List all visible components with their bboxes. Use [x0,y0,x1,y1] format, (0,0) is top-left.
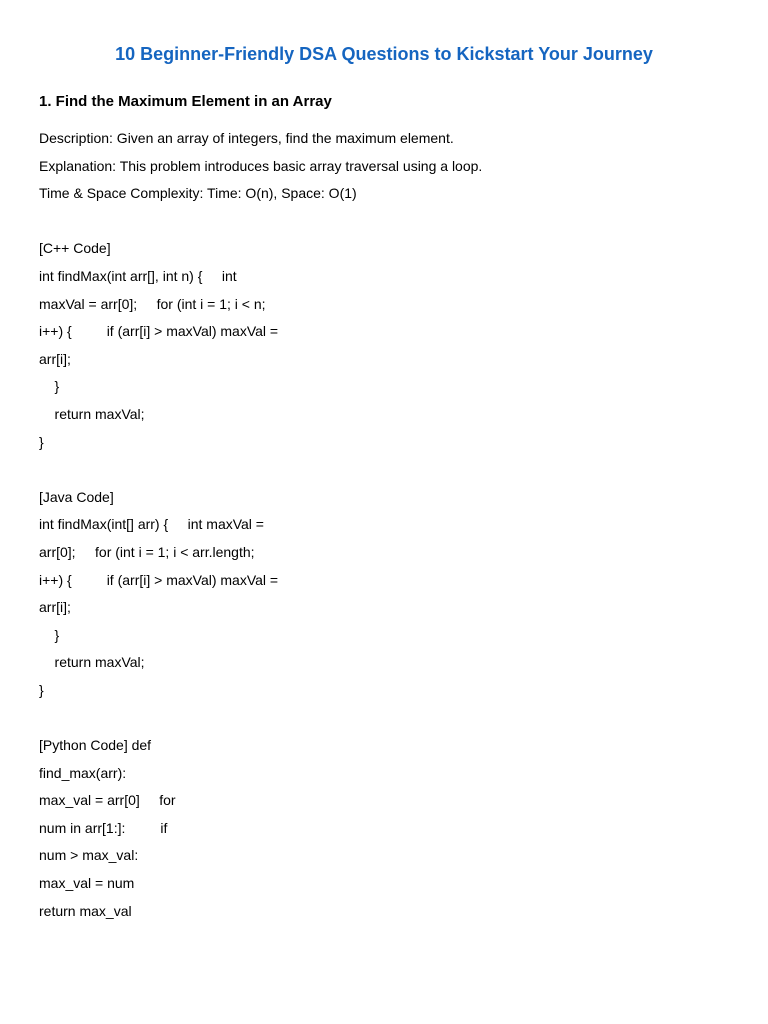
description-line: Description: Given an array of integers, find the maximum element. [39,130,454,146]
cpp-code-label: [C++ Code] [39,240,111,257]
blank-line [39,456,739,484]
python-code-line: max_val = arr[0] for [39,792,176,809]
cpp-code-line: } [39,378,60,395]
python-code-line: find_max(arr): [39,764,127,781]
python-code-line: num in arr[1:]: if [39,819,168,836]
java-code-line: } [39,626,60,643]
java-code-line: } [39,681,44,698]
python-code-line: max_val = num [39,875,135,892]
cpp-code-line: int findMax(int arr[], int n) { int [39,267,237,284]
java-code-line: arr[i]; [39,599,71,616]
cpp-code-line: return maxVal; [39,405,145,422]
java-code-line: i++) { if (arr[i] > maxVal) maxVal = [39,571,279,588]
java-code-label: [Java Code] [39,488,114,505]
python-code-line: return max_val [39,902,132,919]
java-code-line: int findMax(int[] arr) { int maxVal = [39,516,264,533]
cpp-code-line: arr[i]; [39,350,71,367]
document-body [39,125,739,925]
python-code-line: num > max_val: [39,847,139,864]
explanation-line: Explanation: This problem introduces basic array traversal using a loop. [39,157,483,174]
cpp-code-line: } [39,433,44,450]
document-title: 10 Beginner-Friendly DSA Questions to Kickstart Your Journey [115,44,653,64]
blank-line [39,704,739,732]
blank-line [39,208,739,236]
java-code-line: return maxVal; [39,654,145,671]
section-heading: 1. Find the Maximum Element in an Array [39,93,332,110]
python-code-label: [Python Code] def [39,737,152,754]
cpp-code-line: maxVal = arr[0]; for (int i = 1; i < n; [39,295,266,312]
complexity-line: Time & Space Complexity: Time: O(n), Space: O(1) [39,185,357,202]
java-code-line: arr[0]; for (int i = 1; i < arr.length; [39,543,255,560]
cpp-code-line: i++) { if (arr[i] > maxVal) maxVal = [39,323,279,340]
